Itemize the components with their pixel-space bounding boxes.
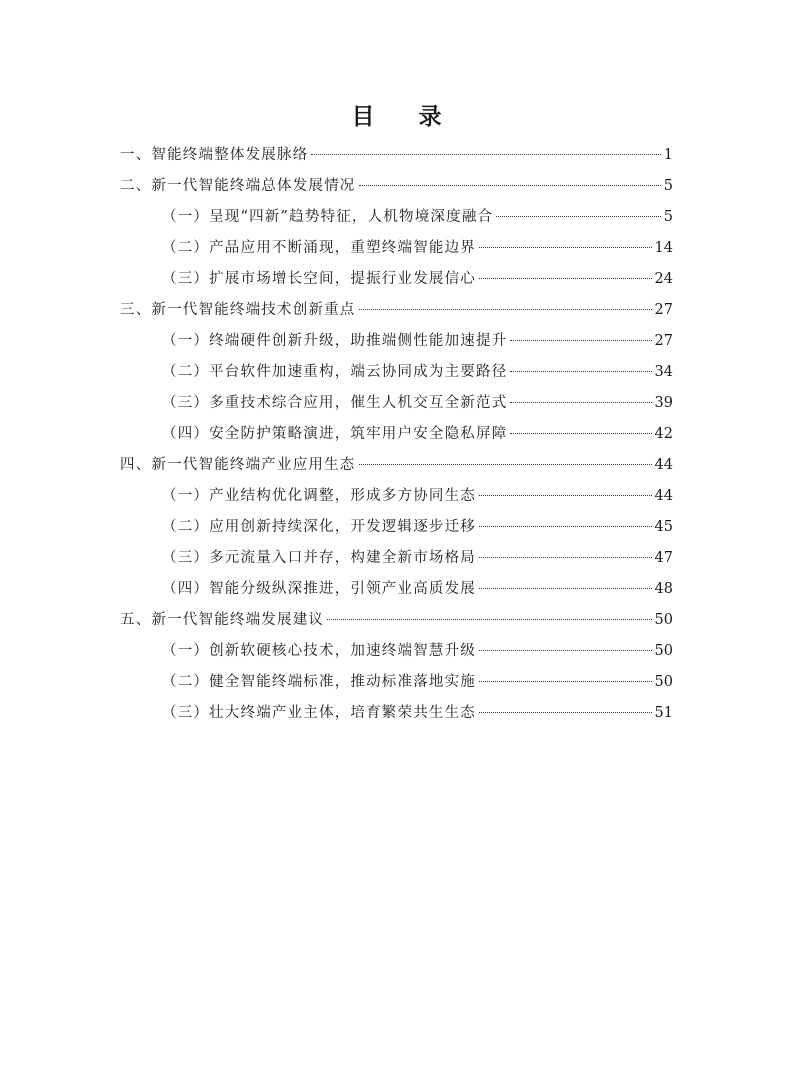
toc-dot-leader	[359, 185, 661, 186]
toc-entry-label: （二）应用创新持续深化，开发逻辑逐步迁移	[162, 519, 476, 535]
toc-dot-leader	[359, 464, 652, 465]
toc-page-number: 48	[654, 581, 673, 597]
toc-page-number: 1	[663, 147, 673, 163]
toc-entry-label: 三、新一代智能终端技术创新重点	[120, 302, 356, 318]
toc-section-entry[interactable]	[120, 388, 673, 419]
toc-entry-label: （三）多元流量入口并存，构建全新市场格局	[162, 550, 476, 566]
toc-entry-label: （二）平台软件加速重构，端云协同成为主要路径	[162, 364, 508, 380]
toc-dot-leader	[311, 154, 660, 155]
toc-entry-label: （四）安全防护策略演进，筑牢用户安全隐私屏障	[162, 426, 508, 442]
toc-page-number: 44	[654, 488, 673, 504]
toc-page-number: 14	[654, 240, 673, 256]
toc-dot-leader	[496, 216, 661, 217]
toc-entry-label: 四、新一代智能终端产业应用生态	[120, 457, 356, 473]
toc-page-number: 24	[654, 271, 673, 287]
toc-section-entry[interactable]	[120, 357, 673, 388]
toc-entry-label: （一）产业结构优化调整，形成多方协同生态	[162, 488, 476, 504]
toc-dot-leader	[510, 402, 651, 403]
toc-dot-leader	[479, 526, 652, 527]
toc-entry-label: （二）健全智能终端标准，推动标准落地实施	[162, 674, 476, 690]
toc-dot-leader	[479, 650, 652, 651]
toc-chapter-entry[interactable]	[120, 605, 673, 636]
toc-page-number: 44	[654, 457, 673, 473]
toc-page-number: 5	[663, 178, 673, 194]
toc-dot-leader	[479, 247, 652, 248]
toc-section-entry[interactable]	[120, 481, 673, 512]
toc-entry-label: （四）智能分级纵深推进，引领产业高质发展	[162, 581, 476, 597]
toc-section-entry[interactable]	[120, 264, 673, 295]
table-of-contents	[120, 140, 673, 729]
toc-page-number: 42	[654, 426, 673, 442]
toc-page-number: 45	[654, 519, 673, 535]
toc-dot-leader	[479, 278, 652, 279]
toc-entry-label: 五、新一代智能终端发展建议	[120, 612, 325, 628]
toc-page-number: 39	[654, 395, 673, 411]
toc-page-number: 34	[654, 364, 673, 380]
toc-chapter-entry[interactable]	[120, 295, 673, 326]
toc-page-number: 51	[654, 705, 673, 721]
toc-dot-leader	[479, 495, 652, 496]
toc-dot-leader	[479, 588, 652, 589]
toc-page-number: 50	[654, 674, 673, 690]
toc-entry-label: （一）创新软硬核心技术，加速终端智慧升级	[162, 643, 476, 659]
toc-chapter-entry[interactable]	[120, 140, 673, 171]
toc-dot-leader	[479, 712, 652, 713]
toc-page-number: 50	[654, 643, 673, 659]
toc-section-entry[interactable]	[120, 636, 673, 667]
toc-dot-leader	[327, 619, 651, 620]
toc-chapter-entry[interactable]	[120, 450, 673, 481]
toc-section-entry[interactable]	[120, 202, 673, 233]
toc-section-entry[interactable]	[120, 326, 673, 357]
toc-dot-leader	[510, 433, 651, 434]
toc-section-entry[interactable]	[120, 574, 673, 605]
toc-page-number: 5	[663, 209, 673, 225]
toc-section-entry[interactable]	[120, 543, 673, 574]
toc-page-number: 47	[654, 550, 673, 566]
toc-entry-label: （三）多重技术综合应用，催生人机交互全新范式	[162, 395, 508, 411]
toc-entry-label: 二、新一代智能终端总体发展情况	[120, 178, 356, 194]
toc-entry-label: （二）产品应用不断涌现，重塑终端智能边界	[162, 240, 476, 256]
toc-section-entry[interactable]	[120, 419, 673, 450]
toc-chapter-entry[interactable]	[120, 171, 673, 202]
toc-entry-label: （一）终端硬件创新升级，助推端侧性能加速提升	[162, 333, 508, 349]
toc-entry-label: （一）呈现“四新”趋势特征，人机物境深度融合	[162, 209, 494, 225]
toc-section-entry[interactable]	[120, 667, 673, 698]
toc-section-entry[interactable]	[120, 698, 673, 729]
toc-section-entry[interactable]	[120, 233, 673, 264]
toc-dot-leader	[479, 557, 652, 558]
page-title: 目 录	[351, 104, 460, 130]
toc-page-number: 50	[654, 612, 673, 628]
toc-entry-label: （三）壮大终端产业主体，培育繁荣共生生态	[162, 705, 476, 721]
toc-dot-leader	[510, 371, 651, 372]
toc-page-number: 27	[654, 333, 673, 349]
toc-dot-leader	[510, 340, 651, 341]
toc-entry-label: （三）扩展市场增长空间，提振行业发展信心	[162, 271, 476, 287]
toc-entry-label: 一、智能终端整体发展脉络	[120, 147, 309, 163]
toc-dot-leader	[479, 681, 652, 682]
toc-dot-leader	[359, 309, 652, 310]
toc-section-entry[interactable]	[120, 512, 673, 543]
toc-page-number: 27	[654, 302, 673, 318]
